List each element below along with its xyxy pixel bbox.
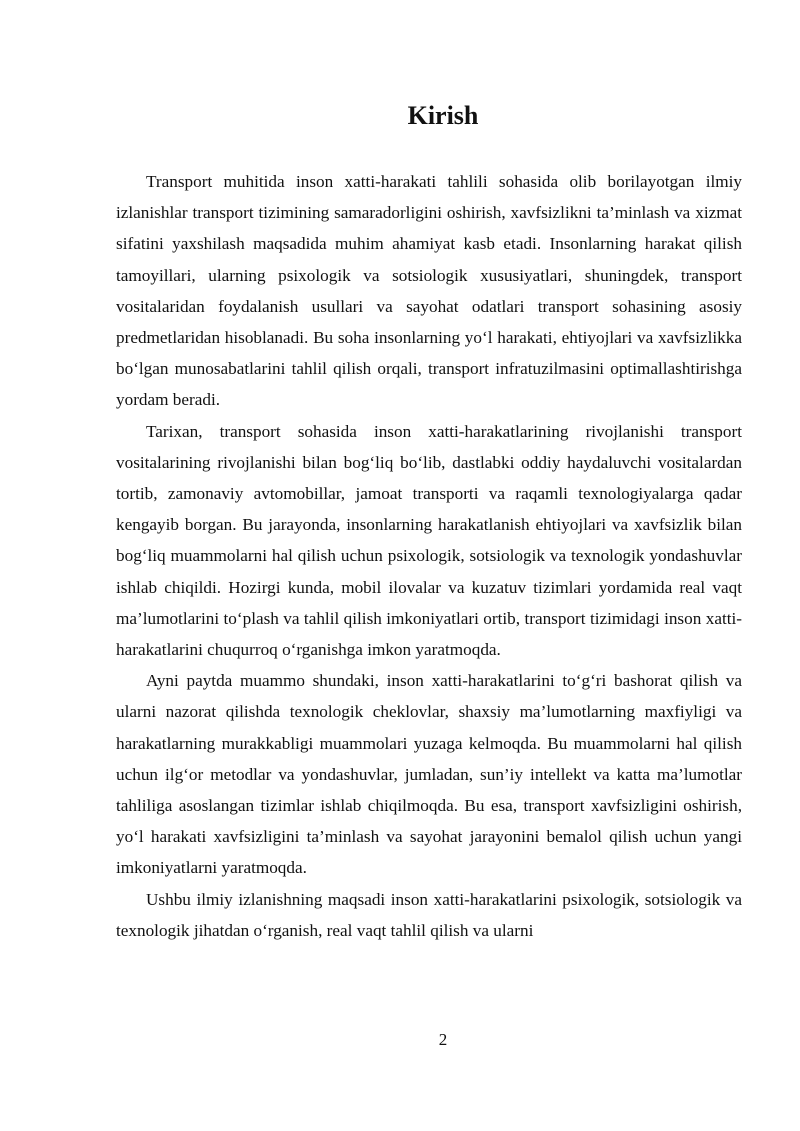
paragraph-2: Tarixan, transport sohasida inson xatti-harakatlarining rivojlanishi transport vositalarining rivojlanishi bilan bog‘liq bo‘lib, dastlabki oddiy haydaluvchi vositalardan tortib, zamonaviy avtomobillar, jamoat transporti va raqamli texnologiyalarga qadar kengayib borgan. Bu jarayonda, insonlarning harakatlanish ehtiyojlari va xavfsizlik bilan bog‘liq muammolarni hal qilish uchun psixologik, sotsiologik va texnologik yondashuvlar ishlab chiqildi. Hozirgi kunda, mobil ilovalar va kuzatuv tizimlari yordamida real vaqt ma’lumotlarini to‘plash va tahlil qilish imkoniyatlari ortib, transport tizimidagi inson xatti-harakatlarini chuqurroq o‘rganishga imkon yaratmoqda. — [116, 421, 742, 660]
body-text — [116, 166, 742, 946]
paragraph-4: Ushbu ilmiy izlanishning maqsadi inson xatti-harakatlarini psixologik, sotsiologik va texnologik jihatdan o‘rganish, real vaqt tahlil qilish va ularni — [116, 889, 742, 940]
paragraph-1: Transport muhitida inson xatti-harakati tahlili sohasida olib borilayotgan ilmiy izlanishlar transport tizimining samaradorligini oshirish, xavfsizlikni ta’minlash va xizmat sifatini yaxshilash maqsadida muhim ahamiyat kasb etadi. Insonlarning harakat qilish tamoyillari, ularning psixologik va sotsiologik xususiyatlari, shuningdek, transport vositalaridan foydalanish usullari va sayohat odatlari transport sohasining asosiy predmetlaridan hisoblanadi. Bu soha insonlarning yo‘l harakati, ehtiyojlari va xavfsizlikka bo‘lgan munosabatlarini tahlil qilish orqali, transport infratuzilmasini optimallashtirishga yordam beradi. — [116, 172, 742, 410]
page-title: Kirish — [407, 101, 479, 130]
paragraph-3: Ayni paytda muammo shundaki, inson xatti-harakatlarini to‘g‘ri bashorat qilish va ularni nazorat qilishda texnologik cheklovlar, shaxsiy ma’lumotlarning maxfiyligi va harakatlarning murakkabligi muammolari yuzaga kelmoqda. Bu muammolarni hal qilish uchun ilg‘or metodlar va yondashuvlar, jumladan, sun’iy intellekt va katta ma’lumotlar tahliliga asoslangan tizimlar ishlab chiqilmoqda. Bu esa, transport xavfsizligini oshirish, yo‘l harakati xavfsizligini ta’minlash va sayohat jarayonini bemalol qilish uchun yangi imkoniyatlarni yaratmoqda. — [116, 671, 742, 878]
page-number: 2 — [438, 1030, 448, 1049]
